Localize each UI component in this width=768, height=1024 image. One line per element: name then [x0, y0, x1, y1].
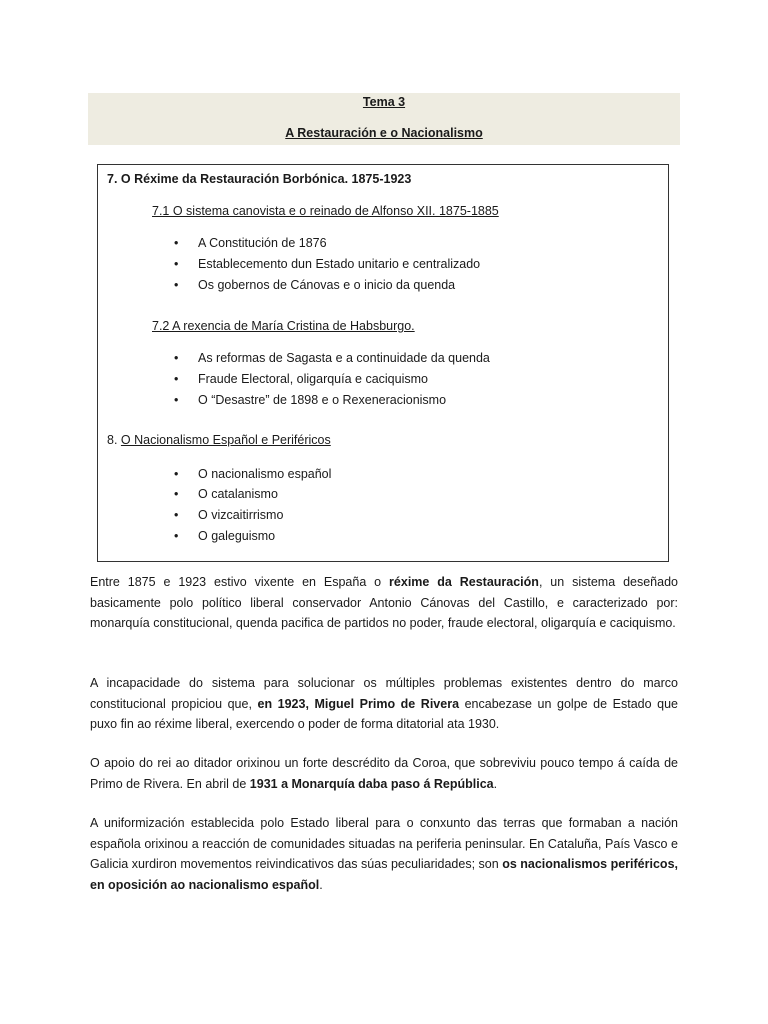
bullet-icon: •: [174, 372, 179, 386]
paragraph-primo-de-rivera: A incapacidade do sistema para solucionar os múltiples problemas existentes dentro do marco constitucional propiciou que, en 1923, Miguel Primo de Rivera encabezase un golpe de Estado que puxo fin ao réxime liberal, exercendo o poder de forma ditatorial ata 1930.: [90, 676, 678, 731]
bullet-icon: •: [174, 508, 179, 522]
list-item: • O galeguismo: [174, 529, 276, 543]
header-band: [88, 93, 680, 145]
toc-section-8-title: O Nacionalismo Español e Periféricos: [120, 433, 331, 447]
list-item: • Os gobernos de Cánovas e o inicio da quenda: [174, 278, 456, 292]
bullet-icon: •: [174, 351, 179, 365]
bullet-icon: •: [174, 278, 179, 292]
bullet-icon: •: [174, 393, 179, 407]
header-title: A Restauración e o Nacionalismo: [285, 126, 483, 140]
paragraph-restauracion: Entre 1875 e 1923 estivo vixente en España o réxime da Restauración, un sistema deseñado basicamente polo político liberal conservador Antonio Cánovas del Castillo, e caracterizado por: monarquía constitucional, quenda pacifica de partidos no poder, fraude electoral, oligarquía e caciquismo.: [90, 575, 678, 630]
bullet-icon: •: [174, 487, 179, 501]
list-item: • As reformas de Sagasta e a continuidade da quenda: [174, 351, 490, 365]
toc-section-7: 7. O Réxime da Restauración Borbónica. 1875-1923: [107, 172, 412, 186]
list-item: • Establecemento dun Estado unitario e centralizado: [174, 257, 481, 271]
list-item: • O catalanismo: [174, 487, 278, 501]
bullet-icon: •: [174, 529, 179, 543]
list-item: • O nacionalismo español: [174, 467, 332, 481]
toc-section-8: 8. O Nacionalismo Español e Periféricos: [107, 433, 331, 447]
toc-subsection-7-2: 7.2 A rexencia de María Cristina de Habsburgo.: [152, 319, 415, 333]
bullet-icon: •: [174, 257, 179, 271]
list-item: • O “Desastre” de 1898 e o Rexeneracionismo: [174, 393, 447, 407]
list-item: • Fraude Electoral, oligarquía e caciquismo: [174, 372, 428, 386]
toc-subsection-7-1: 7.1 O sistema canovista e o reinado de Alfonso XII. 1875-1885: [152, 204, 499, 218]
paragraph-nacionalismos: A uniformización establecida polo Estado liberal para o conxunto das terras que formaban a nación española orixinou a reacción de comunidades situadas na periferia peninsular. En Cataluña, País Vasco e Galicia xurdiron movementos reivindicativos das súas peculiaridades; son os nacionalismos periféricos, en oposición ao nacionalismo español.: [90, 816, 678, 892]
list-item: • A Constitución de 1876: [174, 236, 327, 250]
bullet-icon: •: [174, 467, 179, 481]
header-topic: Tema 3: [362, 95, 406, 109]
table-of-contents: [97, 164, 669, 562]
paragraph-corona: O apoio do rei ao ditador orixinou un forte descrédito da Coroa, que sobreviviu pouco tempo á caída de Primo de Rivera. En abril de 1931 a Monarquía daba paso á República.: [90, 756, 678, 791]
list-item: • O vizcaitirrismo: [174, 508, 284, 522]
bullet-icon: •: [174, 236, 179, 250]
